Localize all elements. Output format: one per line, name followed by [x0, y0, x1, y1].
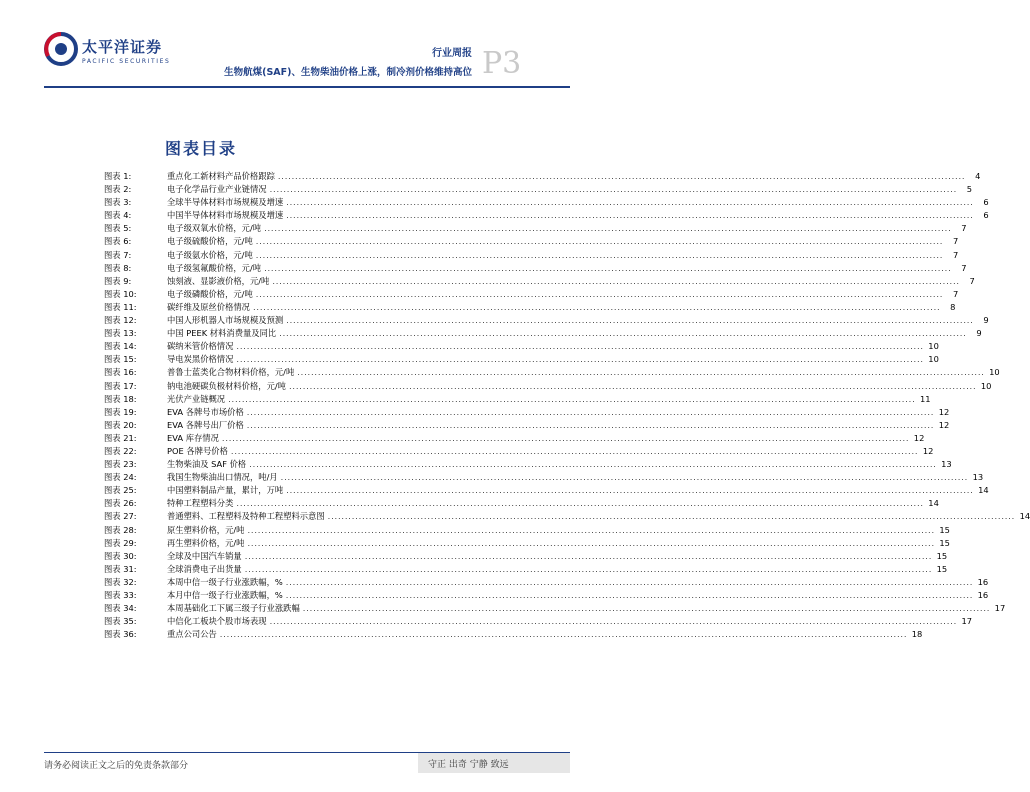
toc-entry[interactable] — [104, 301, 956, 314]
toc-entry-title: 本周中信一级子行业涨跌幅，% — [167, 576, 283, 587]
toc-entry-title: 普通塑料、工程塑料及特种工程塑料示意图 — [167, 511, 325, 522]
toc-entry-page: 10 — [989, 367, 1000, 378]
toc-entry[interactable] — [104, 445, 934, 458]
toc-entry-label: 图表 18: — [104, 393, 137, 404]
toc-entry-title: 电子级氨水价格，元/吨 — [167, 249, 253, 260]
toc-dot-leader: ........................................................................................................................................................................................................ — [236, 354, 924, 365]
toc-entry-title: 全球及中国汽车销量 — [167, 550, 242, 561]
toc-entry-page: 14 — [928, 498, 939, 509]
toc-entry-page: 7 — [952, 288, 959, 299]
toc-entry-page: 15 — [939, 537, 950, 548]
toc-entry-page: 10 — [928, 354, 939, 365]
toc-entry-page: 15 — [939, 524, 950, 535]
toc-entry[interactable] — [104, 576, 989, 589]
toc-entry-page: 13 — [941, 459, 952, 470]
toc-entry-label: 图表 30: — [104, 550, 137, 561]
toc-dot-leader: ........................................................................................................................................................................................................ — [236, 498, 924, 509]
toc-entry-label: 图表 34: — [104, 603, 137, 614]
toc-entry-page: 12 — [938, 419, 950, 430]
toc-entry-page: 13 — [972, 472, 984, 483]
toc-entry-title: 电子级硫酸价格，元/吨 — [167, 236, 253, 247]
toc-entry-title: 电子级氢氟酸价格，元/吨 — [167, 262, 262, 273]
toc-entry-label: 图表 7: — [104, 249, 132, 260]
toc-entry-page: 6 — [983, 197, 989, 208]
toc-entry-label: 图表 22: — [104, 445, 137, 456]
toc-dot-leader: ........................................................................................................................................................................................................ — [269, 184, 958, 195]
toc-entry-label: 图表 24: — [104, 472, 137, 483]
toc-entry[interactable] — [104, 183, 973, 196]
toc-entry-label: 图表 28: — [104, 524, 137, 535]
toc-entry[interactable] — [104, 393, 931, 406]
toc-entry-title: 中信化工板块个股市场表现 — [167, 616, 267, 627]
toc-entry-label: 图表 19: — [104, 406, 137, 417]
toc-entry[interactable] — [104, 537, 950, 550]
toc-entry[interactable] — [104, 340, 939, 353]
toc-dot-leader: ........................................................................................................................................................................................................ — [230, 445, 919, 456]
toc-entry-page: 9 — [976, 328, 982, 339]
footer-motto-box — [418, 753, 570, 773]
toc-entry[interactable] — [104, 327, 982, 340]
toc-entry[interactable] — [104, 380, 992, 393]
toc-entry-label: 图表 29: — [104, 537, 137, 548]
toc-entry-label: 图表 14: — [104, 341, 137, 352]
toc-dot-leader: ........................................................................................................................................................................................................ — [247, 537, 935, 548]
toc-entry-label: 图表 5: — [104, 223, 132, 234]
toc-entry[interactable] — [104, 628, 923, 641]
toc-dot-leader: ........................................................................................................................................................................................................ — [286, 485, 974, 496]
toc-entry-label: 图表 9: — [104, 275, 132, 286]
toc-entry[interactable] — [104, 353, 939, 366]
toc-dot-leader: ........................................................................................................................................................................................................ — [249, 459, 937, 470]
toc-entry-label: 图表 32: — [104, 576, 137, 587]
pacific-securities-logo-icon — [44, 32, 78, 66]
toc-entry-title: 导电炭黑价格情况 — [167, 354, 234, 365]
toc-entry-label: 图表 33: — [104, 590, 137, 600]
toc-entry-title: EVA 各牌号市场价格 — [167, 406, 244, 417]
toc-dot-leader: ........................................................................................................................................................................................................ — [236, 341, 924, 352]
toc-entry-page: 7 — [961, 262, 967, 273]
toc-entry-title: POE 各牌号价格 — [167, 445, 228, 456]
toc-entry[interactable] — [104, 314, 989, 327]
toc-entry-title: 碳纤维及原丝价格情况 — [167, 301, 250, 312]
toc-dot-leader: ........................................................................................................................................................................................................ — [327, 511, 1016, 522]
toc-dot-leader: ........................................................................................................................................................................................................ — [286, 210, 974, 221]
toc-dot-leader: ........................................................................................................................................................................................................ — [255, 249, 944, 260]
footer-disclaimer: 请务必阅读正文之后的免责条款部分 — [44, 761, 189, 771]
toc-list — [104, 170, 1030, 641]
toc-entry-label: 图表 17: — [104, 380, 137, 391]
toc-entry[interactable] — [104, 249, 959, 262]
toc-entry-label: 图表 15: — [104, 354, 137, 365]
toc-dot-leader: ........................................................................................................................................................................................................ — [288, 380, 977, 391]
toc-entry-page: 17 — [994, 603, 1006, 614]
toc-entry-page: 12 — [922, 445, 934, 456]
toc-entry-page: 16 — [977, 576, 989, 587]
toc-entry-title: 普鲁士蓝类化合物材料价格，元/吨 — [167, 367, 295, 378]
toc-entry-title: 中国塑料制品产量，累计，万吨 — [167, 485, 284, 496]
toc-entry-page: 8 — [950, 301, 956, 312]
toc-dot-leader: ........................................................................................................................................................................................................ — [264, 262, 952, 273]
toc-dot-leader: ........................................................................................................................................................................................................ — [246, 419, 935, 430]
toc-dot-leader: ........................................................................................................................................................................................................ — [221, 432, 910, 443]
toc-entry[interactable] — [104, 288, 959, 301]
toc-entry-page: 18 — [911, 629, 923, 640]
toc-entry-title: 电子化学品行业产业链情况 — [167, 184, 267, 195]
toc-entry[interactable] — [104, 550, 948, 563]
toc-entry-page: 14 — [1019, 511, 1030, 522]
toc-entry-label: 图表 3: — [104, 197, 132, 208]
toc-dot-leader: ........................................................................................................................................................................................................ — [264, 223, 952, 234]
toc-entry-page: 16 — [977, 590, 989, 600]
toc-entry-page: 7 — [952, 236, 959, 247]
toc-entry-title: 光伏产业链概况 — [167, 393, 226, 404]
toc-entry[interactable] — [104, 235, 959, 248]
report-title: 生物航煤(SAF)、生物柴油价格上涨，制冷剂价格维持高位 — [224, 67, 472, 78]
toc-entry-page: 14 — [978, 485, 989, 496]
toc-entry-page: 5 — [966, 184, 973, 195]
toc-entry-label: 图表 23: — [104, 459, 137, 470]
toc-entry-page: 7 — [969, 275, 975, 286]
toc-entry-page: 17 — [961, 616, 973, 627]
toc-entry-page: 9 — [983, 315, 989, 326]
toc-dot-leader: ........................................................................................................................................................................................................ — [279, 328, 967, 339]
toc-dot-leader: ........................................................................................................................................................................................................ — [219, 629, 908, 640]
toc-dot-leader: ........................................................................................................................................................................................................ — [255, 236, 944, 247]
toc-entry-page: 12 — [913, 432, 925, 443]
toc-dot-leader: ........................................................................................................................................................................................................ — [272, 275, 960, 286]
toc-dot-leader: ........................................................................................................................................................................................................ — [285, 590, 974, 600]
header-divider — [44, 86, 570, 88]
toc-entry-title: EVA 库存情况 — [167, 432, 219, 443]
toc-entry[interactable] — [104, 170, 981, 183]
toc-entry-title: 本周基础化工下属三级子行业涨跌幅 — [167, 603, 300, 614]
toc-entry-label: 图表 35: — [104, 616, 137, 627]
toc-entry-label: 图表 8: — [104, 262, 132, 273]
toc-entry-page: 4 — [975, 171, 981, 181]
toc-entry-label: 图表 13: — [104, 328, 137, 339]
toc-entry[interactable] — [104, 275, 975, 288]
toc-dot-leader: ........................................................................................................................................................................................................ — [247, 524, 935, 535]
toc-entry[interactable] — [104, 602, 1006, 615]
toc-dot-leader: ........................................................................................................................................................................................................ — [286, 197, 974, 208]
toc-dot-leader: ........................................................................................................................................................................................................ — [244, 550, 933, 561]
toc-entry-title: 全球消费电子出货量 — [167, 563, 242, 574]
toc-entry-title: 中国 PEEK 材料消费量及同比 — [167, 328, 277, 339]
toc-entry-label: 图表 4: — [104, 210, 132, 221]
toc-entry-page: 15 — [936, 550, 948, 561]
toc-entry[interactable] — [104, 406, 950, 419]
toc-entry-label: 图表 20: — [104, 419, 137, 430]
brand-logo — [44, 30, 174, 74]
toc-entry[interactable] — [104, 222, 967, 235]
toc-entry-title: 重点公司公告 — [167, 629, 217, 640]
toc-entry-label: 图表 25: — [104, 485, 137, 496]
toc-entry-title: 特种工程塑料分类 — [167, 498, 234, 509]
toc-entry[interactable] — [104, 209, 989, 222]
toc-entry[interactable] — [104, 524, 950, 537]
toc-entry-title: 电子级双氧水价格，元/吨 — [167, 223, 262, 234]
toc-entry-label: 图表 10: — [104, 288, 137, 299]
toc-dot-leader: ........................................................................................................................................................................................................ — [277, 171, 966, 181]
toc-entry-page: 6 — [983, 210, 989, 221]
toc-entry-label: 图表 12: — [104, 315, 137, 326]
toc-dot-leader: ........................................................................................................................................................................................................ — [269, 616, 958, 627]
toc-entry-title: 本月中信一级子行业涨跌幅，% — [167, 590, 283, 600]
toc-entry-title: 中国半导体材料市场规模及增速 — [167, 210, 284, 221]
toc-entry[interactable] — [104, 419, 950, 432]
toc-dot-leader: ........................................................................................................................................................................................................ — [255, 288, 944, 299]
toc-entry[interactable] — [104, 471, 984, 484]
toc-entry-label: 图表 1: — [104, 171, 132, 181]
toc-dot-leader: ........................................................................................................................................................................................................ — [286, 315, 974, 326]
toc-entry-label: 图表 36: — [104, 629, 137, 640]
toc-entry-label: 图表 6: — [104, 236, 132, 247]
toc-entry[interactable] — [104, 615, 973, 628]
toc-dot-leader: ........................................................................................................................................................................................................ — [285, 576, 974, 587]
toc-entry-label: 图表 27: — [104, 511, 137, 522]
toc-dot-leader: ........................................................................................................................................................................................................ — [302, 603, 991, 614]
toc-entry[interactable] — [104, 563, 948, 576]
toc-entry-page: 7 — [952, 249, 959, 260]
toc-entry-title: 中国人形机器人市场规模及预测 — [167, 315, 284, 326]
toc-entry[interactable] — [104, 432, 925, 445]
toc-entry-title: EVA 各牌号出厂价格 — [167, 419, 244, 430]
toc-entry[interactable] — [104, 196, 989, 209]
toc-dot-leader: ........................................................................................................................................................................................................ — [244, 563, 933, 574]
toc-entry-label: 图表 11: — [104, 301, 137, 312]
toc-entry-label: 图表 26: — [104, 498, 137, 509]
toc-entry-label: 图表 2: — [104, 184, 132, 195]
toc-entry[interactable] — [104, 510, 1030, 523]
report-type: 行业周报 — [432, 48, 472, 59]
toc-entry[interactable] — [104, 262, 967, 275]
brand-name-cn: 太平洋证券 — [82, 38, 163, 56]
toc-entry-label: 图表 31: — [104, 563, 137, 574]
toc-entry-page: 10 — [980, 380, 992, 391]
toc-entry[interactable] — [104, 366, 1000, 379]
toc-entry-title: 全球半导体材料市场规模及增速 — [167, 197, 284, 208]
toc-entry-title: 重点化工新材料产品价格跟踪 — [167, 171, 275, 181]
toc-entry-title: 蚀刻液、显影液价格，元/吨 — [167, 275, 270, 286]
toc-entry-label: 图表 16: — [104, 367, 137, 378]
toc-entry-label: 图表 21: — [104, 432, 137, 443]
toc-entry[interactable] — [104, 589, 989, 602]
toc-entry-title: 钠电池硬碳负极材料价格，元/吨 — [167, 380, 286, 391]
toc-entry-page: 10 — [928, 341, 939, 352]
brand-name-en: PACIFIC SECURITIES — [82, 58, 171, 65]
toc-entry-page: 7 — [961, 223, 967, 234]
toc-dot-leader: ........................................................................................................................................................................................................ — [228, 393, 916, 404]
toc-heading: 图表目录 — [165, 139, 238, 158]
toc-entry-title: 电子级磷酸价格，元/吨 — [167, 288, 253, 299]
toc-entry-page: 11 — [920, 393, 931, 404]
toc-entry-title: 原生塑料价格，元/吨 — [167, 524, 245, 535]
toc-entry-title: 碳纳米管价格情况 — [167, 341, 234, 352]
toc-entry[interactable] — [104, 458, 952, 471]
toc-entry-page: 15 — [936, 563, 948, 574]
toc-dot-leader: ........................................................................................................................................................................................................ — [246, 406, 935, 417]
toc-dot-leader: ........................................................................................................................................................................................................ — [252, 301, 941, 312]
toc-dot-leader: ........................................................................................................................................................................................................ — [280, 472, 969, 483]
toc-dot-leader: ........................................................................................................................................................................................................ — [297, 367, 985, 378]
toc-entry[interactable] — [104, 484, 989, 497]
toc-entry-title: 再生塑料价格，元/吨 — [167, 537, 245, 548]
toc-entry-page: 12 — [938, 406, 950, 417]
toc-entry-title: 我国生物柴油出口情况，吨/月 — [167, 472, 278, 483]
page-badge: P3 — [482, 46, 522, 81]
toc-entry[interactable] — [104, 497, 939, 510]
footer-motto: 守正 出奇 宁静 致远 — [428, 760, 509, 770]
toc-entry-title: 生物柴油及 SAF 价格 — [167, 459, 247, 470]
